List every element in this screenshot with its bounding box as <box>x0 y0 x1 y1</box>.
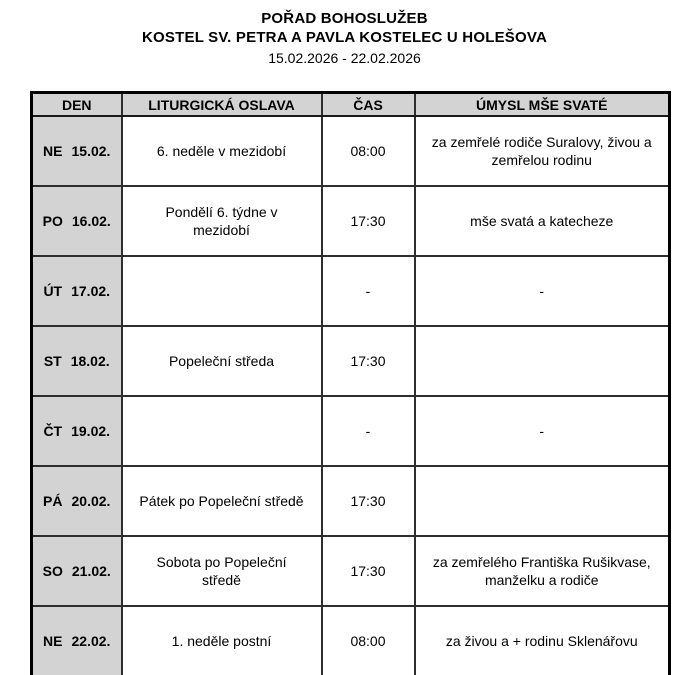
celebration-cell: 6. neděle v mezidobí <box>122 116 322 186</box>
day-cell <box>32 326 122 396</box>
day-cell <box>32 186 122 256</box>
time-cell: - <box>322 256 415 326</box>
day-date: 21.02. <box>71 563 111 579</box>
table-row <box>32 116 670 186</box>
celebration-cell: Pondělí 6. týdne v mezidobí <box>122 186 322 256</box>
table-row <box>32 606 670 675</box>
day-abbr: SO <box>42 563 63 579</box>
table-row <box>32 186 670 256</box>
table-header-row <box>32 93 670 117</box>
day-abbr: ST <box>43 353 62 369</box>
day-cell <box>32 116 122 186</box>
day-abbr: ČT <box>43 423 63 439</box>
day-cell <box>32 536 122 606</box>
celebration-cell: Sobota po Popeleční středě <box>122 536 322 606</box>
col-header-time: ČAS <box>322 93 415 117</box>
day-cell <box>32 396 122 466</box>
table-row <box>32 396 670 466</box>
day-abbr: PÁ <box>43 493 63 509</box>
day-date: 17.02. <box>71 283 111 299</box>
day-abbr: PO <box>42 213 63 229</box>
col-header-day: DEN <box>32 93 122 117</box>
intention-cell <box>415 326 670 396</box>
intention-cell: mše svatá a katecheze <box>415 186 670 256</box>
table-row <box>32 466 670 536</box>
day-cell <box>32 606 122 675</box>
celebration-cell <box>122 256 322 326</box>
time-cell: - <box>322 396 415 466</box>
table-row <box>32 256 670 326</box>
day-abbr: ÚT <box>43 283 63 299</box>
day-abbr: NE <box>43 143 63 159</box>
day-cell <box>32 466 122 536</box>
celebration-cell: Pátek po Popeleční středě <box>122 466 322 536</box>
intention-cell: za zemřelé rodiče Suralovy, živou a zemřelou rodinu <box>415 116 670 186</box>
time-cell: 17:30 <box>322 466 415 536</box>
col-header-intention: ÚMYSL MŠE SVATÉ <box>415 93 670 117</box>
day-date: 19.02. <box>71 423 111 439</box>
intention-cell: - <box>415 396 670 466</box>
intention-cell: za živou a + rodinu Sklenářovu <box>415 606 670 675</box>
intention-cell <box>415 466 670 536</box>
day-date: 22.02. <box>71 633 111 649</box>
celebration-cell: 1. neděle postní <box>122 606 322 675</box>
intention-cell: za zemřelého Františka Rušikvase, manželku a rodiče <box>415 536 670 606</box>
table-row <box>32 536 670 606</box>
schedule-table <box>30 91 671 675</box>
page-title: POŘAD BOHOSLUŽEB <box>261 10 428 27</box>
time-cell: 08:00 <box>322 606 415 675</box>
church-name: KOSTEL SV. PETRA A PAVLA KOSTELEC U HOLEŠOVA <box>142 29 547 46</box>
time-cell: 17:30 <box>322 186 415 256</box>
time-cell: 08:00 <box>322 116 415 186</box>
col-header-celebration: LITURGICKÁ OSLAVA <box>122 93 322 117</box>
day-date: 15.02. <box>71 143 111 159</box>
celebration-cell: Popeleční středa <box>122 326 322 396</box>
intention-cell: - <box>415 256 670 326</box>
day-date: 18.02. <box>70 353 110 369</box>
day-cell <box>32 256 122 326</box>
day-date: 16.02. <box>71 213 111 229</box>
week-date-range: 15.02.2026 - 22.02.2026 <box>268 50 421 66</box>
time-cell: 17:30 <box>322 326 415 396</box>
day-date: 20.02. <box>71 493 111 509</box>
time-cell: 17:30 <box>322 536 415 606</box>
day-abbr: NE <box>43 633 63 649</box>
page-header <box>0 0 689 68</box>
celebration-cell <box>122 396 322 466</box>
table-row <box>32 326 670 396</box>
